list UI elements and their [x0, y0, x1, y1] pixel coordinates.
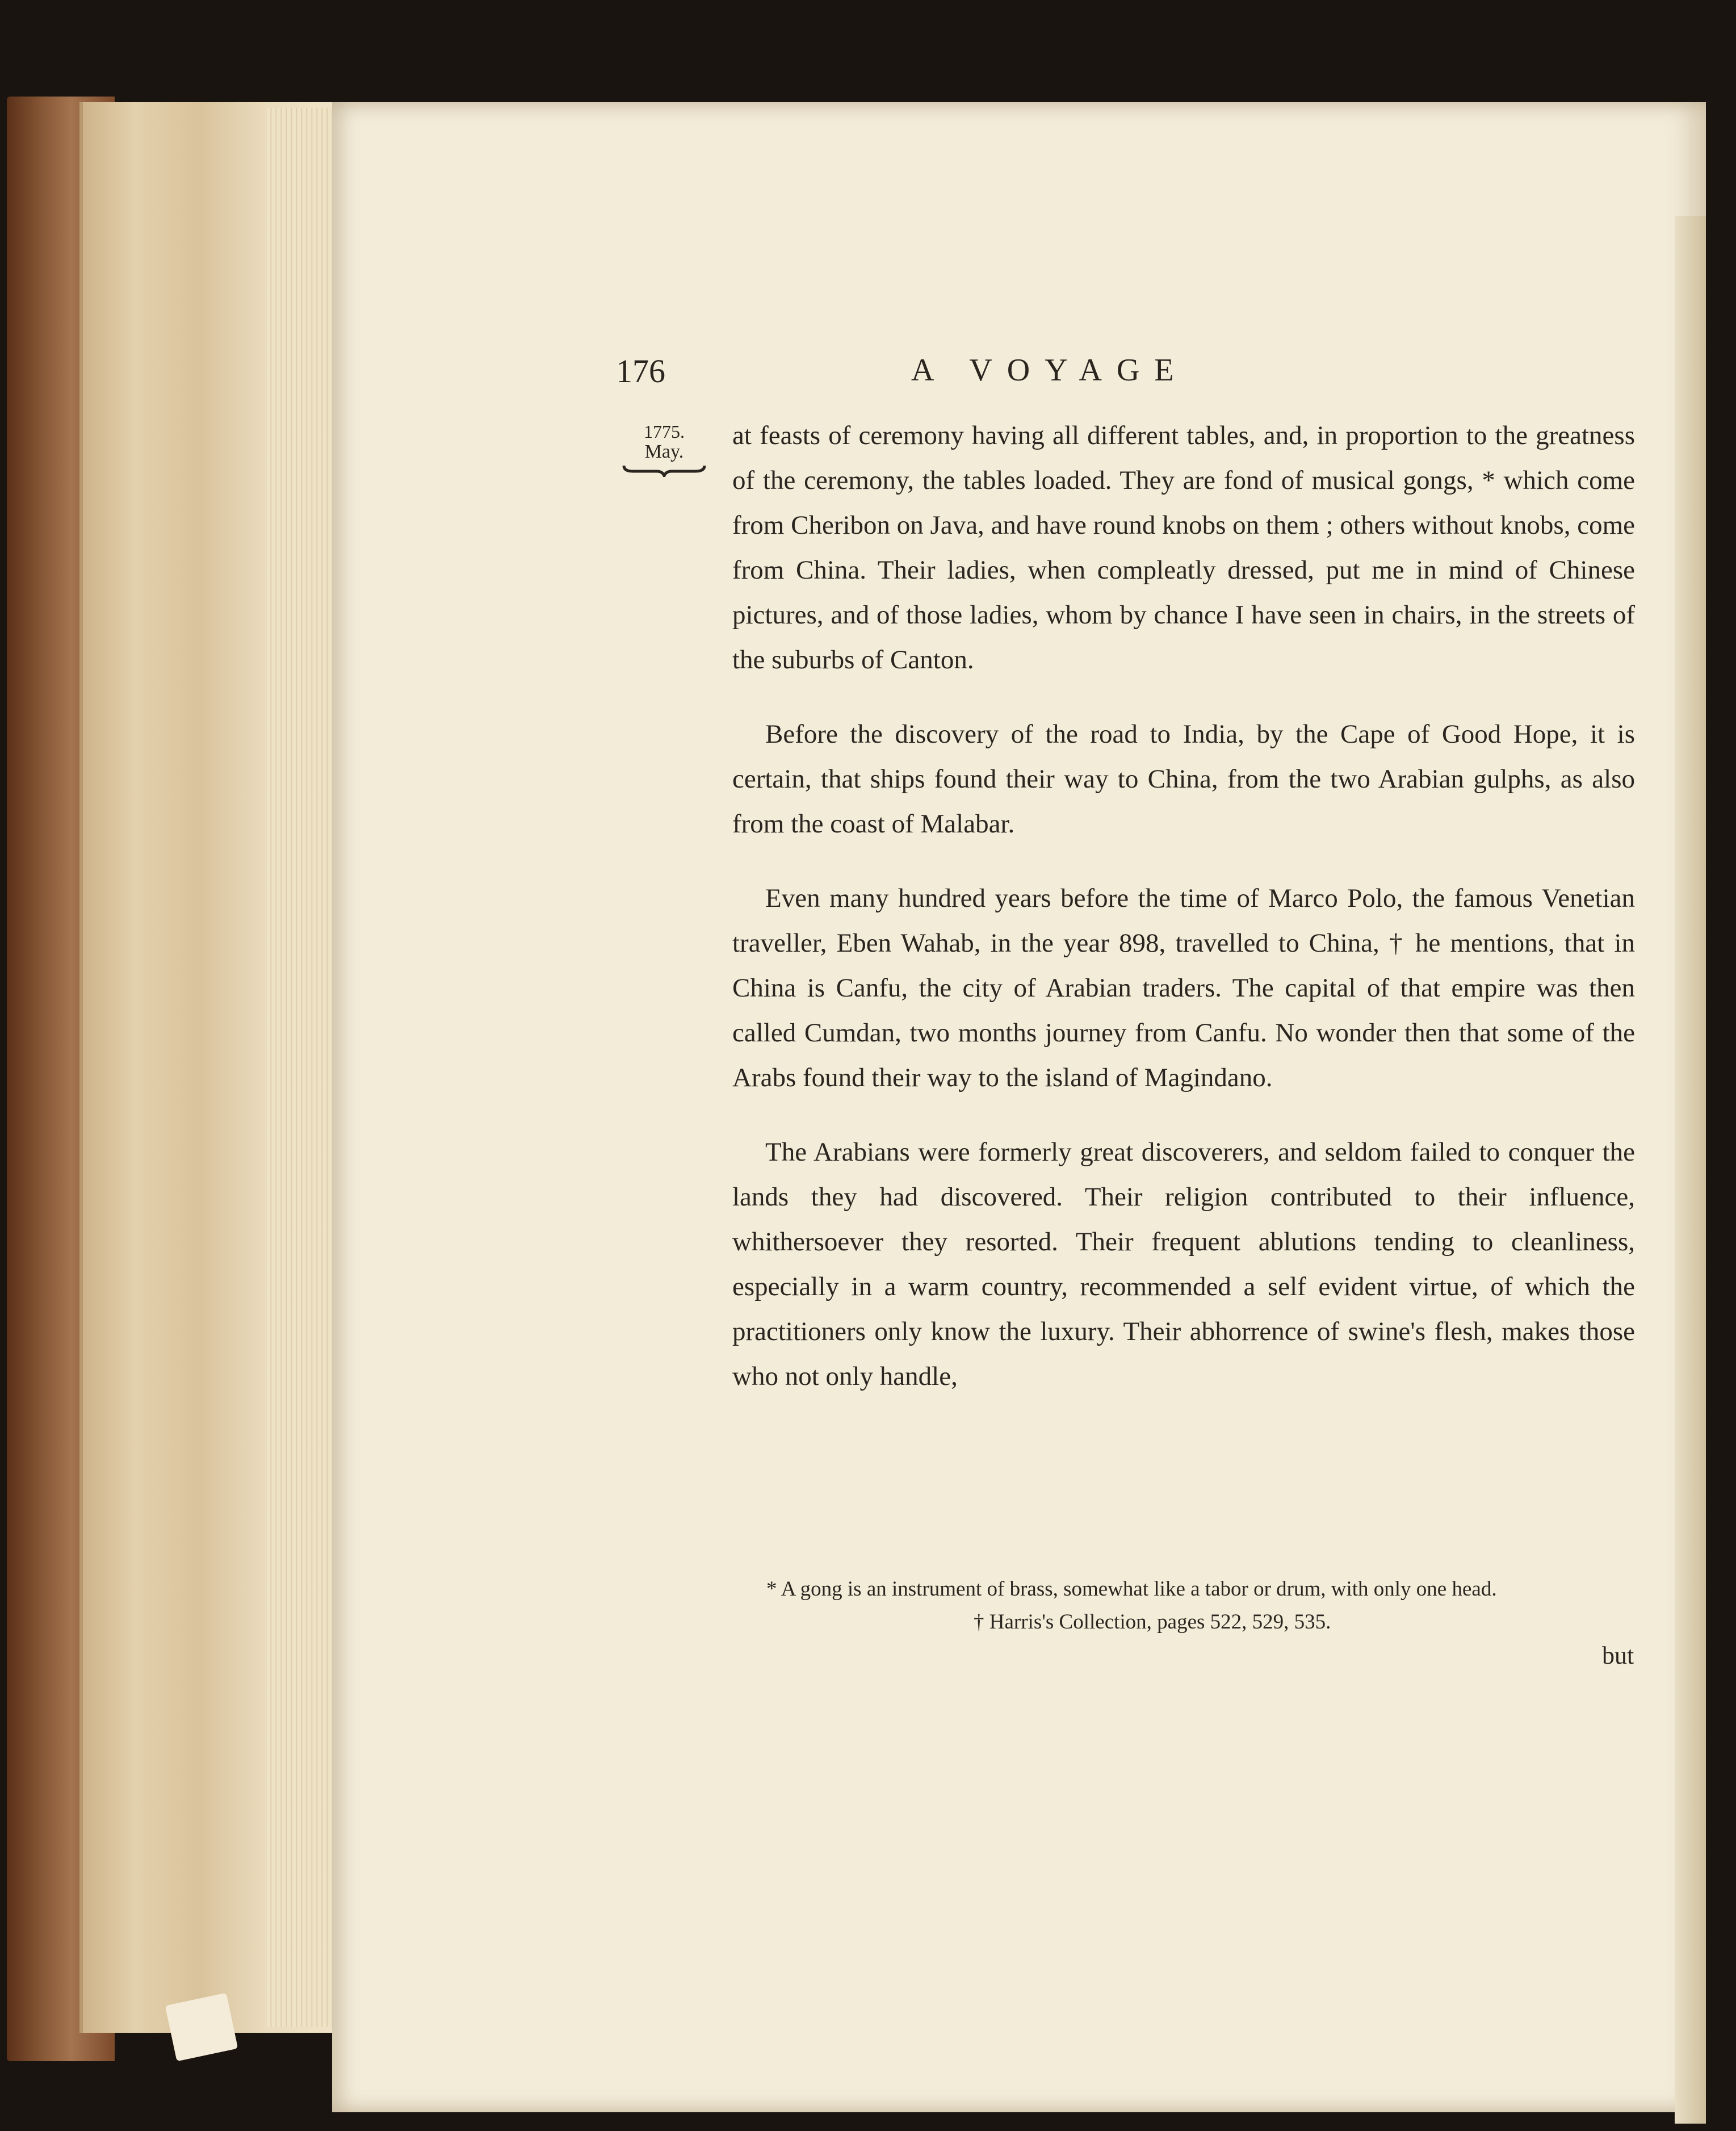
page-number: 176 — [616, 353, 665, 390]
marginal-date — [622, 421, 707, 477]
brace-icon — [622, 463, 707, 477]
running-head — [616, 352, 1695, 397]
paper-tab — [165, 1993, 238, 2062]
page-edges — [267, 108, 335, 2027]
marginal-year: 1775. — [644, 421, 685, 442]
footnote-gong: * A gong is an instrument of brass, somewhat like a tabor or drum, with only one head. — [766, 1577, 1497, 1601]
catchword: but — [1602, 1642, 1634, 1669]
running-title: A VOYAGE — [911, 353, 1189, 388]
page-gutter — [1675, 216, 1706, 2124]
body-text — [732, 413, 1635, 1399]
paragraph-3: Even many hundred years before the time of Marco Polo, the famous Venetian traveller, Eben Wahab, in the year 898, travelled to China, † he mentions, that in China is Canfu, the city of Arabian traders. The capital of that empire was then called Cumdan, two months journey from Canfu. No wonder then that some of the Arabs found their way to the island of Magindano. — [732, 884, 1635, 1092]
footnotes — [761, 1573, 1624, 1639]
paragraph-1: at feasts of ceremony having all different tables, and, in proportion to the greatness of the ceremony, the tables loaded. They are fond of musical gongs, * which come from Cheribon on Java, and have round knobs on them ; others without knobs, come from China. Their ladies, when compleatly dressed, put me in mind of Chinese pictures, and of those ladies, whom by chance I have seen in chairs, in the streets of the suburbs of Canton. — [732, 421, 1635, 675]
footnote-harris: † Harris's Collection, pages 522, 529, 535. — [974, 1610, 1331, 1634]
paragraph-2: Before the discovery of the road to India, by the Cape of Good Hope, it is certain, that ships found their way to China, from the two Arabian gulphs, as also from the coast of Malabar. — [732, 719, 1635, 839]
marginal-month: May. — [644, 441, 684, 462]
paragraph-4: The Arabians were formerly great discoverers, and seldom failed to conquer the lands they had discovered. Their religion contributed to their influence, whithersoever they resorted. Their frequent ablutions tending to cleanliness, especially in a warm country, recommended a self evident virtue, of which the practitioners only know the luxury. Their abhorrence of swine's flesh, makes those who not only handle, — [732, 1137, 1635, 1391]
